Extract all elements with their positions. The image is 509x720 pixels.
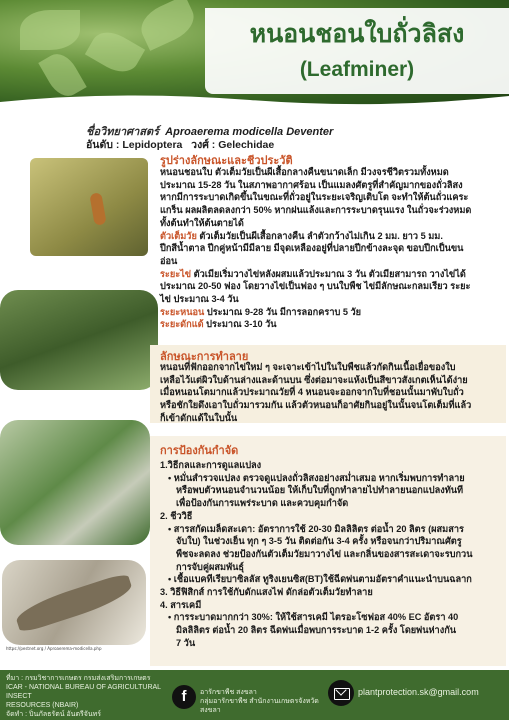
egg-tag: ระยะไข่ [160, 268, 192, 279]
text-line: เมื่อหนอนโตมากแล้วประมาณวัยที่ 4 หนอนจะออกจากใบที่ชอนนั้นมาพับใบถั่ว [160, 387, 464, 398]
footer-source [6, 674, 166, 719]
source-line: ที่มา : กรมวิชาการเกษตร กรมส่งเสริมการเกษตร [6, 675, 151, 682]
author-line: จัดทำ : ปิ่นภัลธรัตน์ อันตรีจันทร์ [6, 711, 102, 718]
family-value: Gelechidae [218, 139, 275, 151]
text-line: ประมาณ 9-28 วัน มีการลอกคราบ 5 วัย [206, 306, 362, 317]
title-panel [205, 8, 509, 94]
larva-shape [89, 192, 106, 226]
text-line: ประมาณ 15-28 วัน ในสภาพอากาศร้อน เป็นแมลงศัตรูที่สำคัญมากของถั่วลิสง [160, 179, 463, 190]
order-label: อันดับ : [86, 139, 120, 151]
text-line: • สารสกัดเมล็ดสะเดา: อัตราการใช้ 20-30 มิลลิลิตร ต่อน้ำ 20 ลิตร (ผสมสาร [168, 523, 464, 534]
field-photo [0, 420, 150, 545]
text-line: ตัวเต็มวัยเป็นผีเสื้อกลางคืน ลำตัวกว้างไม่เกิน 2 มม. ยาว 5 มม. [199, 230, 443, 241]
leaf-decoration [20, 10, 80, 50]
text-line: • หมั่นสำรวจแปลง ตรวจดูแปลงถั่วลิสงอย่างสม่ำเสมอ หากเริ่มพบการทำลาย [168, 472, 465, 483]
text-line: เพื่อป้องกันการแพร่ระบาด และควบคุมกำจัด [176, 498, 349, 509]
leaf-decoration [135, 0, 200, 51]
pupa-tag: ระยะดักแด้ [160, 319, 204, 330]
facebook-subtitle: กลุ่มอารักขาพืช สำนักงานเกษตรจังหวัดสงขลา [200, 698, 319, 714]
sci-label: ชื่อวิทยาศาสตร์ [86, 126, 160, 138]
text-line: หนอนที่ฟักออกจากไข่ใหม่ ๆ จะเจาะเข้าไปในใบพืชแล้วกัดกินเนื้อเยื่อของใบ [160, 362, 456, 372]
control-item-title: 4. สารเคมี [160, 599, 202, 610]
morphology-heading: รูปร่างลักษณะและชีวประวัติ [160, 155, 293, 167]
order-value: Lepidoptera [122, 139, 183, 151]
text-line: ตัวเมียเริ่มวางไข่หลังผสมแล้วประมาณ 3 วัน ตัวเมียสามารถ วางไข่ได้ [193, 268, 466, 279]
sci-value: Aproaerema modicella Deventer [165, 126, 334, 138]
larva-photo [30, 158, 148, 256]
morphology-text [160, 166, 506, 331]
header-wave [0, 88, 509, 118]
text-line: แกร็น ผลผลิตลดลงกว่า 50% หากฝนแล้งและการระบาดรุนแรง ในถั่วจะร่วงหมด [160, 205, 472, 216]
text-line: • การระบาดมากกว่า 30%: ให้ใช้สารเคมี ไตรอะโซฟอส 40% EC อัตรา 40 [168, 612, 459, 623]
text-line: • เชื้อแบคทีเรียบาซิลลัส ทูริงเยนซิส(BT)ใช้ฉีดพ่นตามอัตราคำแนะนำบนฉลาก [168, 574, 472, 585]
damage-heading: ลักษณะการทำลาย [160, 351, 249, 363]
moth-shape [13, 572, 135, 634]
text-line: เหลือไว้แต่ผิวใบด้านล่างและด้านบน ซึ่งต่อมาจะแห้งเป็นสีขาวสังเกตเห็นได้ง่าย [160, 374, 468, 385]
facebook-info [200, 688, 330, 715]
text-line: ประมาณ 20-50 ฟอง โดยวางไข่เป็นฟอง ๆ บนใบพืช ไข่มีลักษณะกลมเรียว ระยะ [160, 281, 471, 292]
email-link[interactable]: plantprotection.sk@gmail.com [358, 687, 479, 697]
mail-icon[interactable] [328, 680, 354, 706]
text-line: ก็เข้าดักแด้ในใบนั้น [160, 412, 238, 423]
page-subtitle: (Leafminer) [299, 58, 415, 81]
text-line: ไข่ ประมาณ 3-4 วัน [160, 294, 239, 305]
damage-text [160, 361, 506, 425]
text-line: การจับคู่ผสมพันธุ์ [176, 561, 245, 572]
leaf-decoration [85, 25, 145, 79]
text-line: อ่อน [160, 255, 178, 266]
control-item-title: 3. วิธีฟิสิกส์ [160, 587, 205, 598]
photo-credit: https://pestnet.org / Aproaerema-modicella.php [6, 646, 102, 651]
text-line: ประมาณ 3-10 วัน [206, 319, 277, 330]
source-line: RESOURCES (NBAIR) [6, 702, 79, 709]
leaf-damage-photo [0, 290, 158, 390]
family-label: วงศ์ : [191, 139, 216, 151]
source-line: ICAR - NATIONAL BUREAU OF AGRICULTURAL INSECT [6, 684, 161, 700]
text-line: ปีกสีน้ำตาล ปีกคู่หน้ามีมีลาย มีจุดเหลืองอยู่ที่ปลายปีกข้างละจุด ขอบปีกเป็นขน [160, 243, 464, 254]
facebook-icon[interactable]: f [172, 685, 196, 709]
moth-photo [2, 560, 146, 645]
text-line: จับใบ) ในช่วงเย็น ทุก ๆ 3-5 วัน ติดต่อกัน 3-4 ครั้ง หรือจนกว่าปริมาณศัตรู [176, 536, 462, 547]
control-heading: การป้องกันกำจัด [160, 445, 239, 457]
text-line: ทั้งต้นทำให้ต้นตายได้ [160, 217, 244, 228]
text-line: หากมีการระบาดเกิดขึ้นในขณะที่ถั่วอยู่ในระยะเจริญเติบโต จะทำให้ต้นถั่วแคระ [160, 192, 469, 203]
text-line: หนอนชอนใบ ตัวเต็มวัยเป็นผีเสื้อกลางคืนขนาดเล็ก มีวงจรชีวิตรวมทั้งหมด [160, 167, 449, 177]
adult-tag: ตัวเต็มวัย [160, 230, 197, 241]
text-line: หรือพบตัวหนอนจำนวนน้อย ให้เก็บใบที่ถูกทำลายไปทำลายนอกแปลงทันที [176, 485, 464, 496]
control-text [160, 459, 506, 650]
text-line: หรือชักใยดึงเอาใบถั่วมารวมกัน แล้วตัวหนอนก็อาศัยกินอยู่ในนั้นจนโตเต็มที่แล้ว [160, 400, 472, 411]
facebook-name[interactable]: อารักขาพืช สงขลา [200, 689, 257, 696]
text-line: พืชจะลดลง ช่วยป้องกันตัวเต็มวัยมาวางไข่ และกลิ่นของสารสะเดาจะรบกวน [176, 548, 473, 559]
text-line: 7 วัน [176, 637, 196, 648]
control-item-title: 2. ชีววิธี [160, 510, 193, 521]
text-line: การใช้กับดักแสงไฟ ดักล่อตัวเต็มวัยทำลาย [206, 587, 373, 598]
larva-tag: ระยะหนอน [160, 306, 205, 317]
text-line: มิลลิลิตร ต่อน้ำ 20 ลิตร ฉีดพ่นเมื่อพบการระบาด 1-2 ครั้ง โดยพ่นห่างกัน [176, 625, 457, 636]
control-item-title: 1.วิธีกลและการดูแลแปลง [160, 460, 262, 470]
page-title: หนอนชอนใบถั่วลิสง [249, 20, 465, 48]
